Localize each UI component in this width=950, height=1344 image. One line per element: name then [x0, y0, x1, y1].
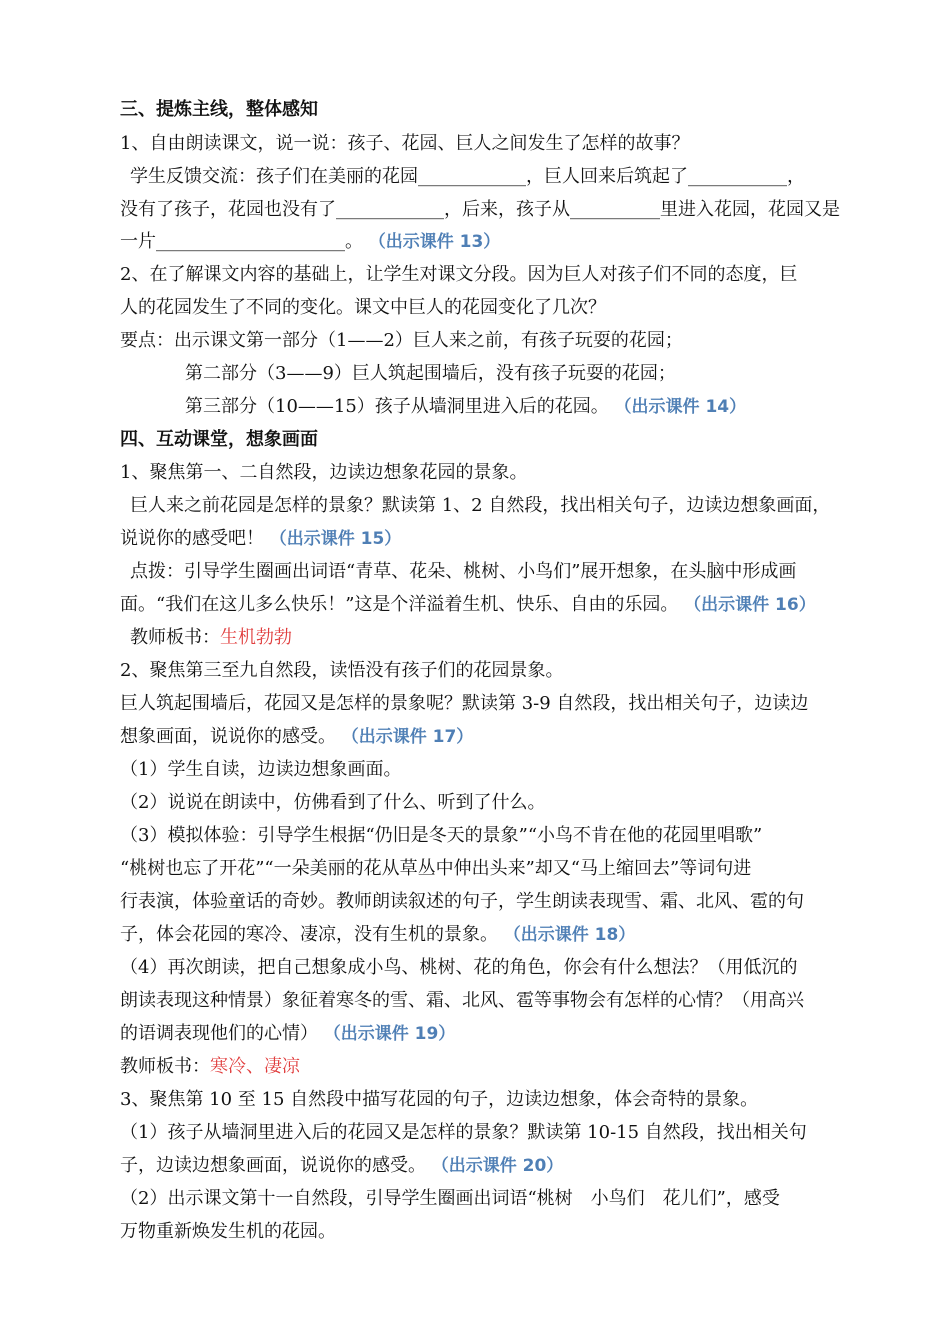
courseware-ref: （出示课件 20） — [431, 1156, 564, 1176]
paragraph-line: （2）出示课文第十一自然段，引导学生圈画出词语“桃树 小鸟们 花儿们”，感受 — [120, 1188, 780, 1209]
paragraph-line: 巨人来之前花园是怎样的景象？默读第 1、2 自然段，找出相关句子，边读边想象画面， — [130, 495, 831, 516]
paragraph-line: （3）模拟体验：引导学生根据“仍旧是冬天的景象”“小鸟不肯在他的花园里唱歌” — [120, 825, 763, 846]
board-note — [120, 1054, 300, 1080]
line-text: 第三部分（10——15）孩子从墙洞里进入后的花园。 — [185, 396, 609, 417]
courseware-ref: （出示课件 18） — [503, 925, 636, 945]
paragraph-line: （2）说说在朗读中，仿佛看到了什么、听到了什么。 — [120, 792, 546, 813]
paragraph-line: 学生反馈交流：孩子们在美丽的花园____________，巨人回来后筑起了___________， — [130, 166, 805, 187]
paragraph-line — [185, 394, 746, 420]
paragraph-line — [120, 592, 816, 618]
line-text: 想象画面，说说你的感受。 — [120, 726, 336, 747]
line-text: 的语调表现他们的心情） — [120, 1023, 318, 1044]
paragraph-line: 巨人筑起围墙后，花园又是怎样的景象呢？默读第 3-9 自然段，找出相关句子，边读边 — [120, 693, 809, 714]
section-heading-4: 四、互动课堂，想象画面 — [120, 429, 318, 450]
line-text: 一片_____________________。 — [120, 231, 363, 252]
paragraph-line — [120, 526, 401, 552]
paragraph-line: 1、自由朗读课文，说一说：孩子、花园、巨人之间发生了怎样的故事？ — [120, 133, 690, 154]
paragraph-line: 2、在了解课文内容的基础上，让学生对课文分段。因为巨人对孩子们不同的态度，巨 — [120, 264, 798, 285]
courseware-ref: （出示课件 16） — [684, 595, 816, 615]
paragraph-line: 万物重新焕发生机的花园。 — [120, 1221, 336, 1242]
paragraph-line: 第二部分（3——9）巨人筑起围墙后，没有孩子玩耍的花园； — [185, 363, 676, 384]
board-note-label: 教师板书： — [130, 627, 220, 648]
board-note-text: 生机勃勃 — [220, 627, 292, 648]
courseware-ref: （出示课件 19） — [323, 1024, 456, 1044]
board-note-text: 寒冷、凄凉 — [210, 1056, 300, 1077]
board-note — [130, 625, 292, 651]
paragraph-line — [120, 229, 500, 255]
paragraph-line: 点拨：引导学生圈画出词语“青草、花朵、桃树、小鸟们”展开想象，在头脑中形成画 — [130, 561, 797, 582]
line-text: 子，边读边想象画面，说说你的感受。 — [120, 1155, 426, 1176]
paragraph-line: （1）学生自读，边读边想象画面。 — [120, 759, 402, 780]
paragraph-line: 没有了孩子，花园也没有了____________，后来，孩子从__________里进入花园，花园又是 — [120, 199, 840, 220]
courseware-ref: （出示课件 14） — [614, 397, 747, 417]
paragraph-line: （1）孩子从墙洞里进入后的花园又是怎样的景象？默读第 10-15 自然段，找出相关句 — [120, 1122, 807, 1143]
paragraph-line — [120, 1153, 563, 1179]
line-text: 子，体会花园的寒冷、凄凉，没有生机的景象。 — [120, 924, 498, 945]
board-note-label: 教师板书： — [120, 1056, 210, 1077]
courseware-ref: （出示课件 13） — [368, 232, 501, 252]
paragraph-line — [120, 1021, 455, 1047]
line-text: 说说你的感受吧！ — [120, 528, 264, 549]
section-heading-3: 三、提炼主线，整体感知 — [120, 99, 318, 120]
paragraph-line: 行表演，体验童话的奇妙。教师朗读叙述的句子，学生朗读表现雪、霜、北风、雹的句 — [120, 891, 804, 912]
paragraph-line: （4）再次朗读，把自己想象成小鸟、桃树、花的角色，你会有什么想法？（用低沉的 — [120, 957, 798, 978]
paragraph-line: 1、聚焦第一、二自然段，边读边想象花园的景象。 — [120, 462, 528, 483]
paragraph-line — [120, 922, 635, 948]
courseware-ref: （出示课件 15） — [269, 529, 402, 549]
line-text: 面。“我们在这儿多么快乐！”这是个洋溢着生机、快乐、自由的乐园。 — [120, 594, 679, 615]
paragraph-line: 人的花园发生了不同的变化。课文中巨人的花园变化了几次？ — [120, 297, 606, 318]
paragraph-line: 3、聚焦第 10 至 15 自然段中描写花园的句子，边读边想象，体会奇特的景象。 — [120, 1089, 759, 1110]
paragraph-line: “桃树也忘了开花”“一朵美丽的花从草丛中伸出头来”却又“马上缩回去”等词句进 — [120, 858, 752, 879]
paragraph-line: 要点：出示课文第一部分（1——2）巨人来之前，有孩子玩耍的花园； — [120, 330, 683, 351]
paragraph-line: 2、聚焦第三至九自然段，读悟没有孩子们的花园景象。 — [120, 660, 564, 681]
paragraph-line — [120, 724, 473, 750]
courseware-ref: （出示课件 17） — [341, 727, 474, 747]
paragraph-line: 朗读表现这种情景）象征着寒冬的雪、霜、北风、雹等事物会有怎样的心情？（用高兴 — [120, 990, 804, 1011]
